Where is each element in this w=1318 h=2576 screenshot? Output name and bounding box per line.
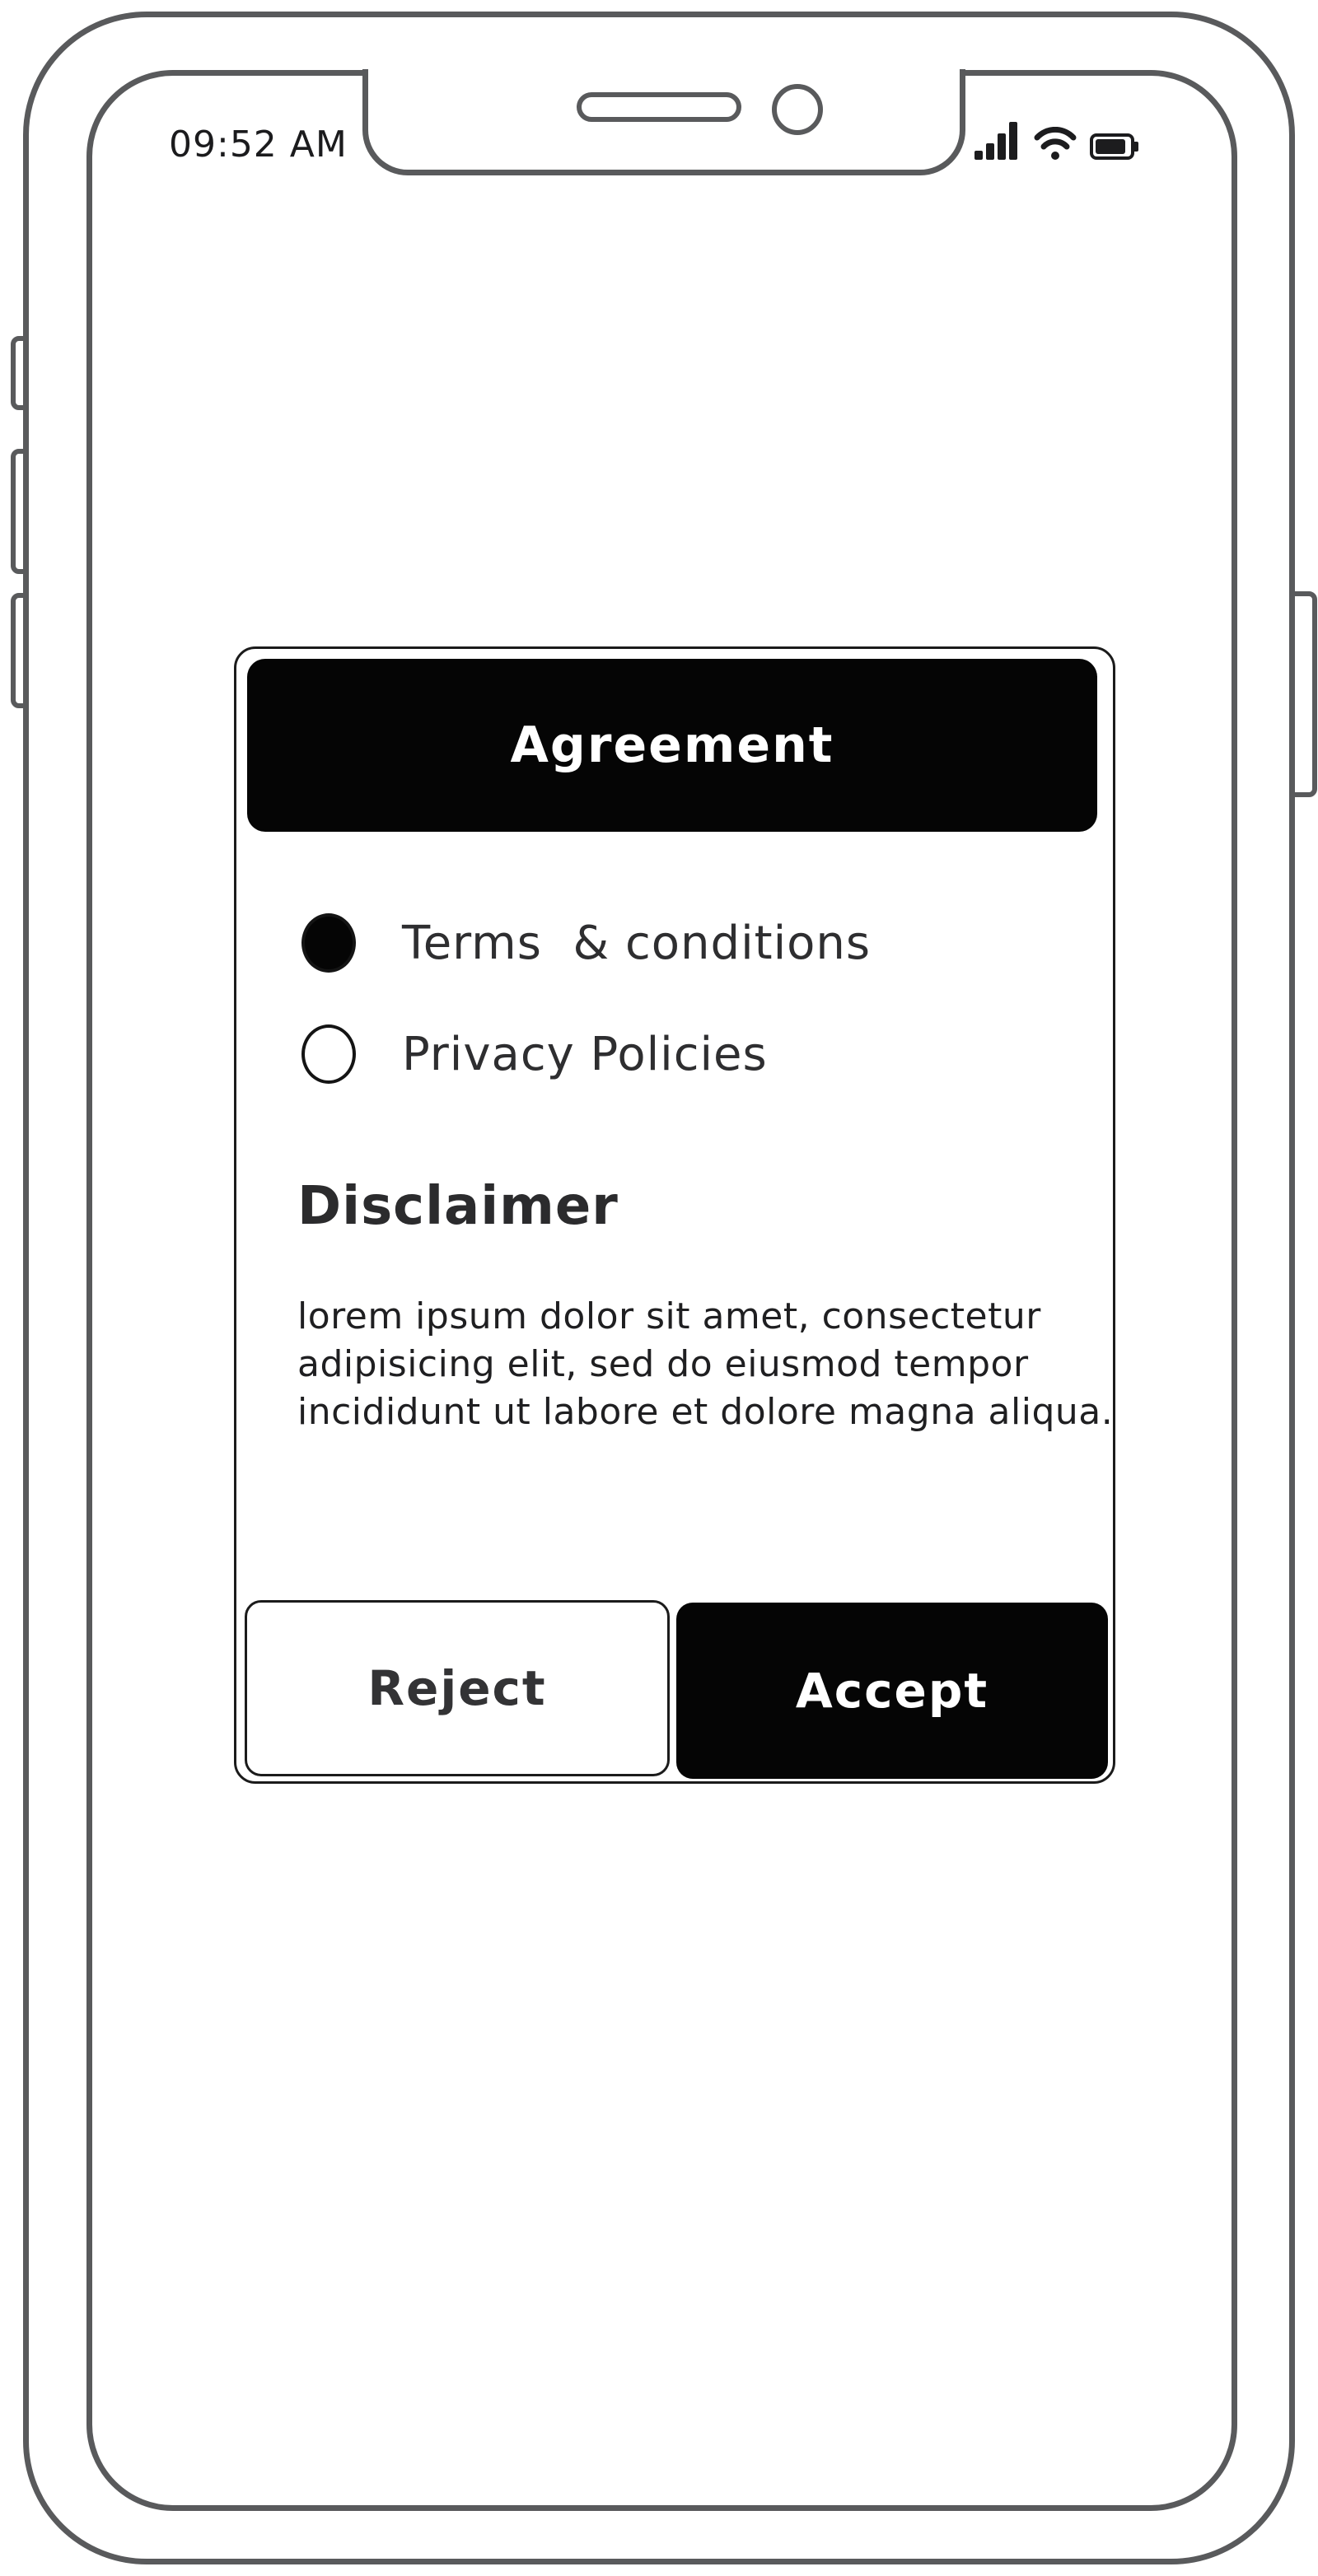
wifi-icon	[1034, 127, 1077, 160]
radio-option-terms[interactable]	[301, 912, 871, 973]
cellular-signal-icon	[974, 122, 1021, 160]
disclaimer-text	[297, 1293, 1114, 1436]
front-camera	[772, 84, 823, 135]
disclaimer-heading: Disclaimer	[297, 1176, 619, 1237]
radio-terms-indicator[interactable]	[301, 913, 356, 973]
agreement-dialog	[234, 646, 1115, 1784]
radio-privacy-indicator[interactable]	[301, 1024, 356, 1084]
notch	[362, 69, 965, 175]
dialog-title-bar	[247, 659, 1097, 832]
radio-option-privacy[interactable]	[301, 1024, 768, 1085]
status-bar-time: 09:52 AM	[169, 124, 348, 166]
status-bar-icons	[974, 122, 1144, 160]
radio-privacy-label: Privacy Policies	[402, 1027, 768, 1081]
disclaimer-line: adipisicing elit, sed do eiusmod tempor	[297, 1343, 1029, 1385]
battery-icon	[1090, 133, 1139, 160]
reject-button[interactable]: Reject	[245, 1600, 670, 1776]
accept-button[interactable]: Accept	[676, 1603, 1108, 1779]
dialog-title: Agreement	[510, 716, 834, 774]
radio-terms-label: Terms & conditions	[402, 916, 872, 970]
earpiece-speaker	[577, 92, 741, 122]
disclaimer-line: lorem ipsum dolor sit amet, consectetur	[297, 1295, 1041, 1337]
disclaimer-line: incididunt ut labore et dolore magna aliqua.	[297, 1391, 1114, 1433]
